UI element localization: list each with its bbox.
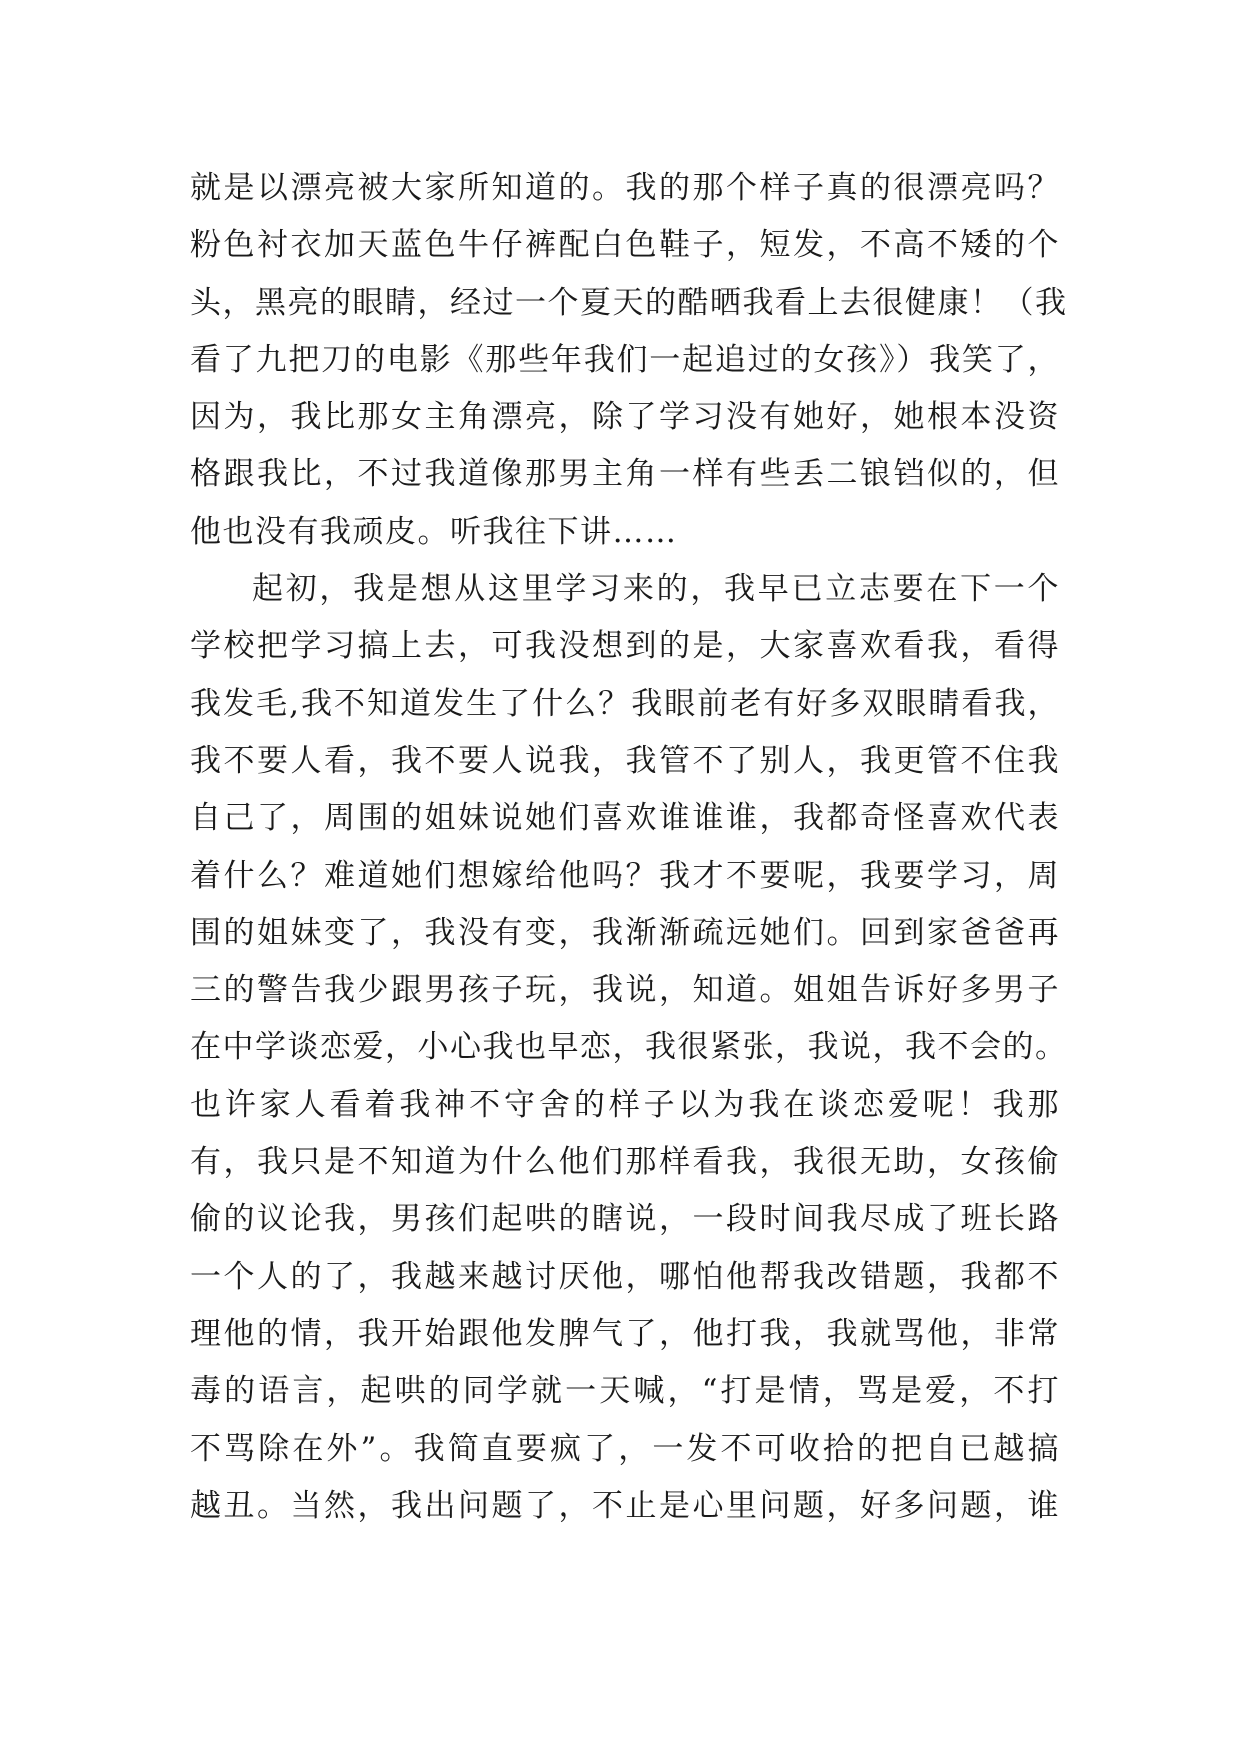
text-line-20: 一个人的了，我越来越讨厌他，哪怕他帮我改错题，我都不 — [190, 1258, 1060, 1295]
text-line-3: 头，黑亮的眼睛，经过一个夏天的酷晒我看上去很健康！（我 — [190, 284, 1068, 321]
text-line-9: 学校把学习搞上去，可我没想到的是，大家喜欢看我，看得 — [190, 628, 1060, 665]
text-line-19: 偷的议论我，男孩们起哄的瞎说，一段时间我尽成了班长路 — [190, 1201, 1060, 1238]
text-line-11: 我不要人看，我不要人说我，我管不了别人，我更管不住我 — [190, 742, 1060, 779]
text-line-22: 毒的语言，起哄的同学就一天喊，“打是情，骂是爱，不打 — [190, 1373, 1060, 1410]
text-line-21: 理他的情，我开始跟他发脾气了，他打我，我就骂他，非常 — [190, 1315, 1060, 1352]
text-line-24: 越丑。当然，我出问题了，不止是心里问题，好多问题，谁 — [190, 1487, 1060, 1524]
text-line-16: 在中学谈恋爱，小心我也早恋，我很紧张，我说，我不会的。 — [190, 1029, 1068, 1066]
body-text — [190, 160, 1068, 1535]
text-line-4: 看了九把刀的电影《那些年我们一起追过的女孩》）我笑了， — [190, 341, 1060, 378]
text-line-2: 粉色衬衣加天蓝色牛仔裤配白色鞋子，短发，不高不矮的个 — [190, 227, 1060, 264]
text-line-6: 格跟我比，不过我道像那男主角一样有些丢二锒铛似的，但 — [190, 456, 1060, 493]
text-line-17: 也许家人看着我神不守舍的样子以为我在谈恋爱呢！我那 — [190, 1086, 1060, 1123]
text-line-13: 着什么？难道她们想嫁给他吗？我才不要呢，我要学习，周 — [190, 857, 1060, 894]
text-line-12: 自己了，周围的姐妹说她们喜欢谁谁谁，我都奇怪喜欢代表 — [190, 800, 1060, 837]
text-line-8: 起初，我是想从这里学习来的，我早已立志要在下一个 — [252, 571, 1060, 608]
text-line-23: 不骂除在外”。我简直要疯了，一发不可收拾的把自已越搞 — [190, 1430, 1060, 1467]
text-line-5: 因为，我比那女主角漂亮，除了学习没有她好，她根本没资 — [190, 399, 1060, 436]
text-line-7: 他也没有我顽皮。听我往下讲…… — [190, 513, 678, 550]
text-line-14: 围的姐妹变了，我没有变，我渐渐疏远她们。回到家爸爸再 — [190, 914, 1060, 951]
text-line-10: 我发毛,我不知道发生了什么？我眼前老有好多双眼睛看我， — [190, 685, 1060, 722]
text-line-15: 三的警告我少跟男孩子玩，我说，知道。姐姐告诉好多男子 — [190, 972, 1060, 1009]
text-line-1: 就是以漂亮被大家所知道的。我的那个样子真的很漂亮吗？ — [190, 170, 1060, 206]
text-line-18: 有，我只是不知道为什么他们那样看我，我很无助，女孩偷 — [190, 1144, 1060, 1181]
